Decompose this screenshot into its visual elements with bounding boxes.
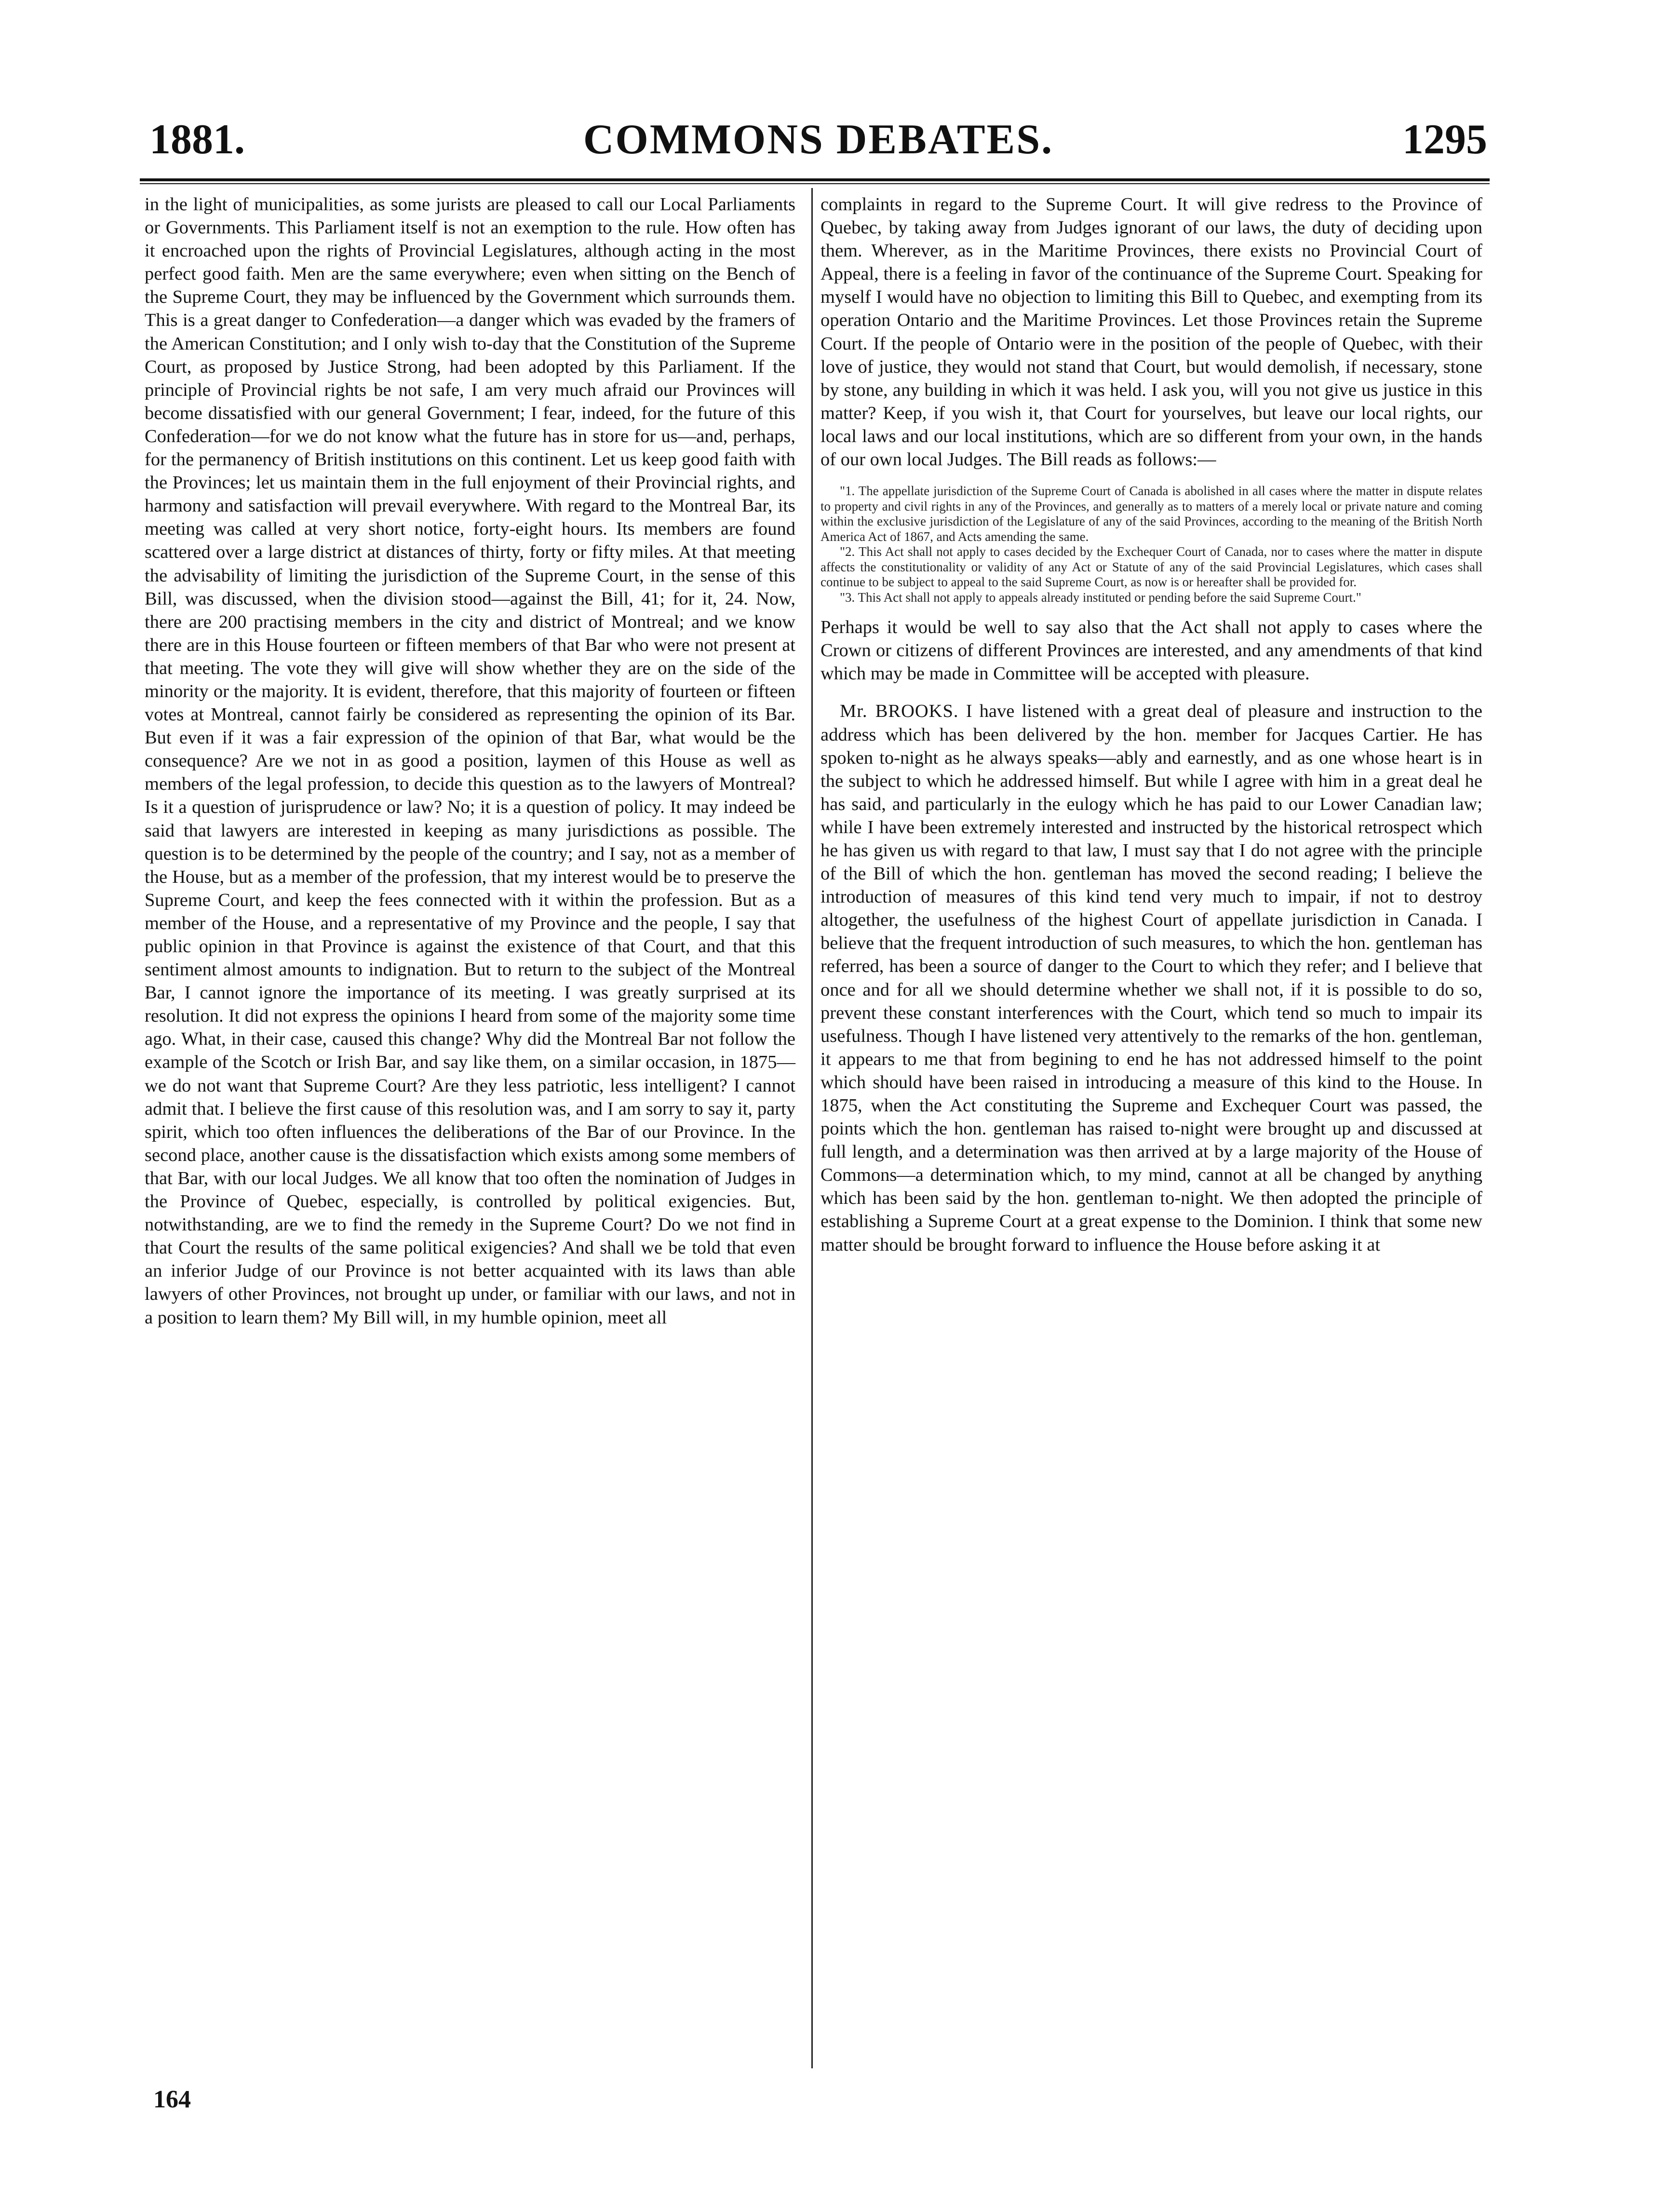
right-column-intro: complaints in regard to the Supreme Court. It will give redress to the Province of Quebec, by taking away from Judges ignorant of our laws, the duty of deciding upon them. Wherever, as in the Maritime Provinces, there exists no Provincial Court of Appeal, there is a feeling in favor of the continuance of the Supreme Court. Speaking for myself I would have no objection to limiting this Bill to Quebec, and exempting from its operation Ontario and the Maritime Provinces. Let those Provinces retain the Supreme Court. If the people of Ontario were in the position of the people of Quebec, with their love of justice, they would not stand that Court, but would demolish, if necessary, stone by stone, any building in which it was held. I ask you, will you not give us justice in this matter? Keep, if you wish it, that Court for yourselves, but leave our local rights, our local laws and our local institutions, which are so different from your own, in the hands of our own local Judges. The Bill reads as follows:— [821,194,1482,470]
header-page-number: 1295 [1402,116,1487,163]
left-column [145,193,795,1329]
speech-paragraph [821,700,1482,1256]
speech-text: I have listened with a great deal of pleasure and instruction to the address which has been delivered by the hon. member for Jacques Cartier. He has spoken to-night as he always speaks—ably and earnestly, and as one whose heart is in the subject to which he addressed himself. But while I agree with him in a great deal he has said, and particularly in the eulogy which he has paid to our Lower Canadian law; while I have been extremely interested and instructed by the historical retrospect which he has given us with regard to that law, I must say that I do not agree with the principle of the Bill of which the hon. gentleman has moved the second reading; I believe the introduction of measures of this kind tend very much to impair, if not to destroy altogether, the usefulness of the highest Court of appellate jurisdiction in Canada. I believe that the frequent introduction of such measures, to which the hon. gentleman has referred, has been a source of danger to the Court to which they refer; and I believe that once and for all we should determine whether we shall not, if it is possible to do so, prevent these constant interferences with the Court, which tend so much to impair its usefulness. Though I have listened very attentively to the remarks of the hon. gentleman, it appears to me that from begining to end he has not addressed himself to the point which should have been raised in introducing a measure of this kind to the House. In 1875, when the Act constituting the Supreme and Exchequer Court was passed, the points which the hon. gentleman has raised to-night were brought up and discussed at full length, and a determination was then arrived at by a large majority of the House of Commons—a determination which, to my mind, cannot at all be changed by anything which has been said by the hon. gentleman to-night. We then adopted the principle of establishing a Supreme Court at a great expense to the Dominion. I think that some new matter should be brought forward to influence the House before asking it at [821,701,1482,1255]
bill-clause-1: "1. The appellate jurisdiction of the Supreme Court of Canada is abolished in all cases where the matter in dispute relates to property and civil rights in any of the Provinces, and generally as to matters of a merely local or private nature and coming within the exclusive jurisdiction of the Legislature of any of the said Provinces, according to the meaning of the British North America Act of 1867, and Acts amending the same. [821,484,1482,544]
bill-clause-2: "2. This Act shall not apply to cases decided by the Exchequer Court of Canada, nor to cases where the matter in dispute affects the constitutionality or validity of any Act or Statute of any of the said Provincial Legislatures, which cases shall continue to be subject to appeal to the said Supreme Court, as now is or hereafter shall be provided for. [821,544,1482,590]
bill-clause-3: "3. This Act shall not apply to appeals already instituted or pending before the said Supreme Court." [840,590,1361,605]
speaker-name: Mr. BROOKS. [840,701,959,722]
bill-quote [821,484,1482,605]
after-quote-text: Perhaps it would be well to say also that the Act shall not apply to cases where the Crown or citizens of different Provinces are interested, and any amendments of that kind which may be made in Committee will be accepted with pleasure. [821,617,1482,684]
page-header [149,104,1487,176]
header-title: COMMONS DEBATES. [583,116,1054,163]
signature-mark: 164 [153,2086,191,2113]
column-divider [811,188,813,2068]
right-column [821,193,1482,1256]
left-column-text: in the light of municipalities, as some jurists are pleased to call our Local Parliaments or Governments. This Parliament itself is not an exemption to the rule. How often has it encroached upon the rights of Provincial Legislatures, although acting in the most perfect good faith. Men are the same everywhere; even when sitting on the Bench of the Supreme Court, they may be influenced by the Government which surrounds them. This is a great danger to Confederation—a danger which was evaded by the framers of the American Constitution; and I only wish to-day that the Constitution of the Supreme Court, as proposed by Justice Strong, had been adopted by this Parliament. If the principle of Provincial rights be not safe, I am very much afraid our Provinces will become dissatisfied with our general Government; I fear, indeed, for the future of this Confederation—for we do not know what the future has in store for us—and, perhaps, for the permanency of British institutions on this continent. Let us keep good faith with the Provinces; let us maintain them in the full enjoyment of their Provincial rights, and harmony and satisfaction will prevail everywhere. With regard to the Montreal Bar, its meeting was called at very short notice, forty-eight hours. Its members are found scattered over a large district at distances of thirty, forty or fifty miles. At that meeting the advisability of limiting the jurisdiction of the Supreme Court, in the sense of this Bill, was discussed, when the division stood—against the Bill, 41; for it, 24. Now, there are 200 practising members in the city and district of Montreal; and we know there are in this House fourteen or fifteen members of that Bar who were not present at that meeting. The vote they will give will show whether they are on the side of the minority or the majority. It is evident, therefore, that this majority of fourteen or fifteen votes at Montreal, cannot fairly be considered as representing the opinion of its Bar. But even if it was a fair expression of the opinion of that Bar, what would be the consequence? Are we not in as good a position, laymen of this House as well as members of the legal profession, to decide this question as to the lawyers of Montreal? Is it a question of jurisprudence or law? No; it is a question of policy. It may indeed be said that lawyers are interested in keeping as many jurisdictions as possible. The question is to be determined by the people of the country; and I say, not as a member of the House, but as a member of the profession, that my interest would be to preserve the Supreme Court, and keep the fees connected with it within the profession. But as a member of the House, and a representative of my Province and the people, I say that public opinion in that Province is against the existence of that Court, and that this sentiment almost amounts to indignation. But to return to the subject of the Montreal Bar, I cannot ignore the importance of its meeting. I was greatly surprised at its resolution. It did not express the opinions I heard from some of the majority some time ago. What, in their case, caused this change? Why did the Montreal Bar not follow the example of the Scotch or Irish Bar, and say like them, on a similar occasion, in 1875—we do not want that Supreme Court? Are they less patriotic, less intelligent? I cannot admit that. I believe the first cause of this resolution was, and I am sorry to say it, party spirit, which too often influences the deliberations of the Bar of our Province. In the second place, another cause is the dissatisfaction which exists among some members of that Bar, with our local Judges. We all know that too often the nomination of Judges in the Province of Quebec, especially, is controlled by political exigencies. But, notwithstanding, are we to find the remedy in the Supreme Court? Do we not find in that Court the results of the same political exigencies? And shall we be told that even an inferior Judge of our Province is not better acquainted with its laws than able lawyers of other Provinces, not brought up under, or familiar with our laws, and not in a position to learn them? My Bill will, in my humble opinion, meet all [145,194,795,1328]
header-year: 1881. [149,116,245,163]
header-rule [140,178,1490,184]
